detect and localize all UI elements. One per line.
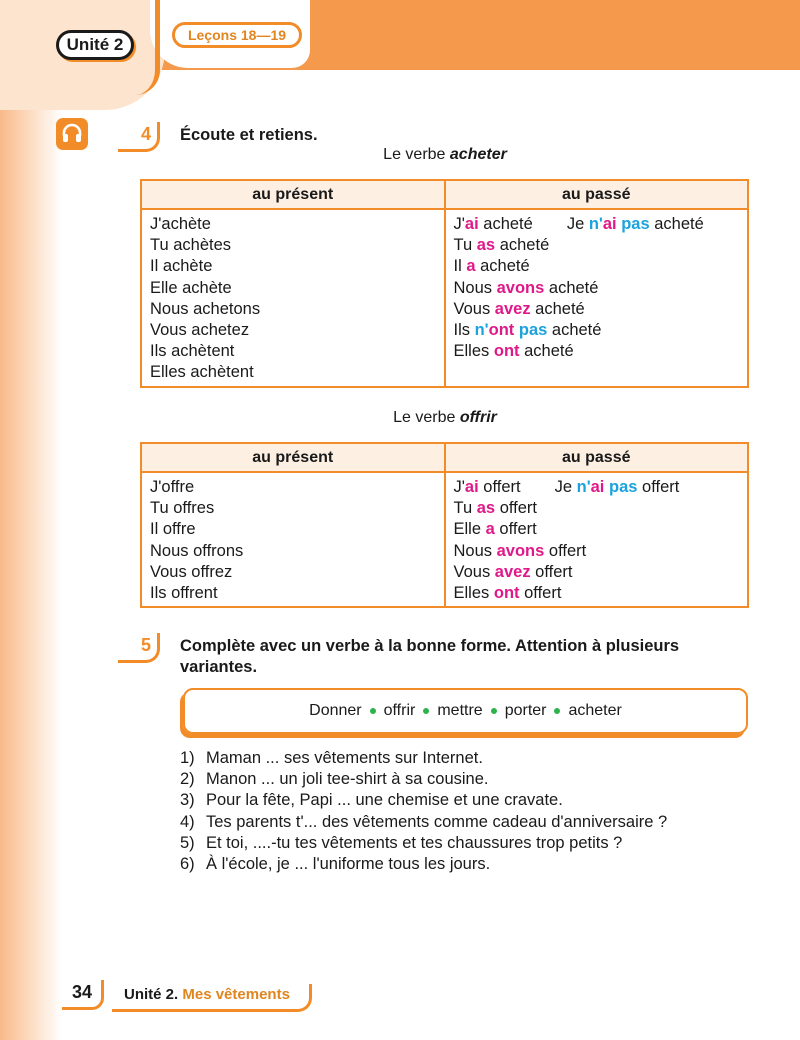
present-column [142,473,446,608]
auxiliary: avons [496,541,545,560]
bullet-dot [423,708,429,714]
acheter-conjugation-table [140,179,749,388]
pronoun: J' [453,478,465,496]
exercise-5-number: 5 [118,633,160,663]
pronoun: Je [566,215,585,233]
past-participle: acheté [480,257,530,276]
sentence-text: Maman ... ses vêtements sur Internet. [206,749,483,767]
past-form [454,498,740,519]
auxiliary: a [485,520,495,539]
auxiliary: avons [496,278,545,297]
present-form: Nous offrons [150,541,244,560]
past-column-header: au passé [562,186,631,203]
headphones-icon[interactable] [56,118,88,150]
sentence-item [180,748,760,769]
verb-name: acheter [449,146,507,163]
sentence-item [180,854,760,875]
pronoun: Vous [453,562,491,581]
past-form [454,299,740,320]
offrir-conjugation-table [140,442,749,608]
past-form [454,541,740,562]
left-gradient-band [0,0,62,1040]
bullet-dot [554,708,560,714]
sentence-number: 5) [180,833,195,852]
sentence-item [180,769,760,790]
pronoun: Tu [453,236,473,255]
exercise-5-title-line-2: variantes. [180,658,258,676]
present-form: J'offre [150,478,195,496]
present-form: Vous achetez [150,321,250,340]
past-participle: acheté [499,236,550,255]
header-tab-curve [135,0,160,95]
pronoun: Elles [453,584,490,603]
exercise-5-title-line-1: Complète avec un verbe à la bonne forme. Attention à plusieurs [180,637,680,655]
past-form [454,341,740,362]
present-column [142,210,446,388]
negation-pas: pas [518,321,548,340]
past-participle: acheté [483,215,533,233]
negation-ne: n' [576,478,591,496]
past-participle: offert [483,478,521,496]
auxiliary: ont [493,584,520,603]
sentence-item [180,812,760,833]
past-participle: acheté [524,342,574,361]
verb-acheter-caption [140,146,750,164]
past-form [454,583,740,604]
present-form: Elles achètent [150,363,254,382]
auxiliary: ai [464,215,479,233]
sentence-list [180,748,760,875]
auxiliary: ai [602,215,617,233]
auxiliary: as [476,499,496,518]
auxiliary: a [466,257,476,276]
word-bank-item: acheter [568,702,622,719]
negation-pas: pas [621,215,650,233]
past-participle: acheté [535,299,585,318]
auxiliary: as [476,236,496,255]
sentence-text: Pour la fête, Papi ... une chemise et une cravate. [206,791,563,810]
footer-title [112,984,312,1012]
word-bank-item: Donner [309,702,362,719]
past-participle: offert [524,584,562,603]
past-form [454,256,740,277]
present-form: Vous offrez [150,562,233,581]
past-participle: acheté [551,321,602,340]
pronoun: Nous [453,541,493,560]
past-participle: offert [642,478,680,496]
word-bank [183,688,748,734]
bullet-dot [370,708,376,714]
sentence-item [180,790,760,811]
past-column [446,210,748,388]
verb-caption-prefix: Le verbe [393,409,456,426]
present-column-header: au présent [142,181,446,208]
auxiliary: ai [590,478,605,496]
pronoun: Il [453,257,462,276]
present-form: Nous achetons [150,299,261,318]
pronoun: Nous [453,278,493,297]
auxiliary: ont [493,342,520,361]
pronoun: Vous [453,299,491,318]
pronoun: Ils [453,321,470,340]
negation-pas: pas [608,478,638,496]
pronoun: Tu [453,499,473,518]
sentence-number: 3) [180,791,195,810]
past-form [454,477,740,498]
sentence-text: Tes parents t'... des vêtements comme cadeau d'anniversaire ? [206,812,668,831]
past-column [446,473,748,608]
table-header [142,181,747,210]
sentence-text: À l'école, je ... l'uniforme tous les jours. [206,855,491,874]
past-participle: offert [499,499,538,518]
present-form: Ils achètent [150,342,235,361]
exercise-4-title: Écoute et retiens. [180,126,318,144]
past-participle: offert [548,541,587,560]
past-participle: offert [499,520,537,539]
present-form: Il offre [150,520,196,539]
past-form [454,562,740,583]
exercise-4-number: 4 [118,122,160,152]
sentence-number: 6) [180,855,195,874]
past-column-header: au passé [562,449,631,466]
word-bank-item: offrir [383,702,416,719]
pronoun: Elles [453,342,490,361]
lessons-badge: Leçons 18—19 [172,22,302,48]
past-form [454,278,740,299]
auxiliary: ont [488,321,515,340]
auxiliary: ai [464,478,479,496]
footer-unit: Unité 2. [124,986,179,1003]
sentence-number: 2) [180,770,195,789]
present-form: Il achète [150,257,213,276]
exercise-5-title [180,636,750,678]
past-participle: offert [535,562,573,581]
auxiliary: avez [494,562,531,581]
past-form [454,214,740,235]
verb-offrir-caption [140,409,750,427]
footer-chapter-title: Mes vêtements [182,986,290,1003]
verb-name: offrir [459,409,497,426]
auxiliary: avez [494,299,531,318]
word-bank-item: mettre [437,702,483,719]
sentence-number: 4) [180,812,195,831]
negation-ne: n' [474,321,489,340]
sentence-text: Et toi, ....-tu tes vêtements et tes chaussures trop petits ? [206,833,623,852]
negation-ne: n' [588,215,603,233]
present-column-header: au présent [142,444,446,471]
pronoun: J' [453,215,465,233]
unit-badge: Unité 2 [56,30,134,60]
past-form [454,519,740,540]
page-number: 34 [62,980,104,1010]
sentence-item [180,833,760,854]
present-form: Elle achète [150,278,232,297]
sentence-text: Manon ... un joli tee-shirt à sa cousine. [206,770,489,789]
past-form [454,235,740,256]
present-form: Ils offrent [150,584,218,603]
pronoun: Je [554,478,573,496]
present-form: Tu achètes [150,236,232,255]
present-form: Tu offres [150,499,215,518]
sentence-number: 1) [180,749,195,767]
past-form [454,320,740,341]
past-participle: acheté [548,278,599,297]
table-header [142,444,747,473]
word-bank-item: porter [504,702,547,719]
bullet-dot [491,708,497,714]
past-participle: acheté [654,215,704,233]
verb-caption-prefix: Le verbe [383,146,446,163]
present-form: J'achète [150,215,211,233]
pronoun: Elle [453,520,482,539]
